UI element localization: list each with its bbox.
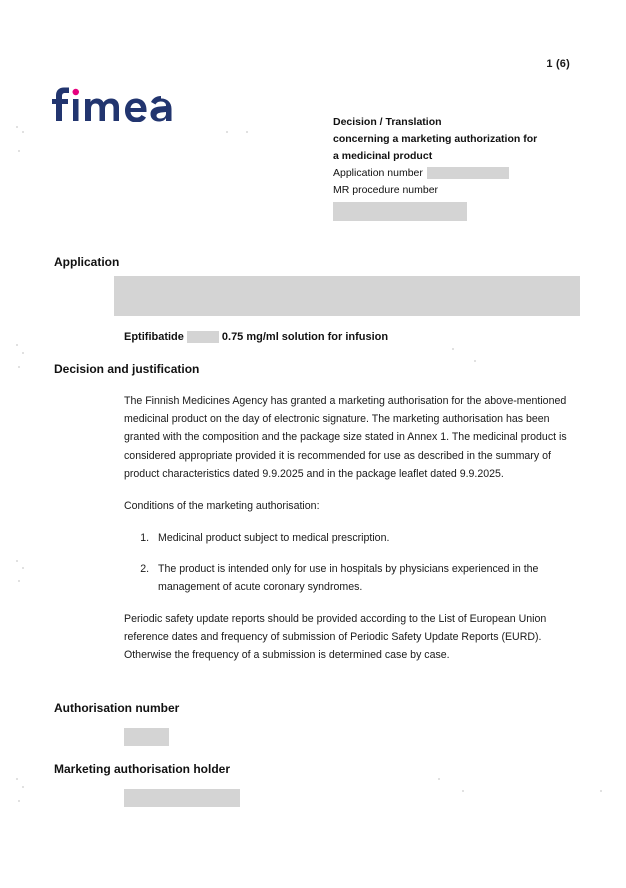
scan-speck [16, 344, 18, 346]
heading-marketing-authorisation-holder: Marketing authorisation holder [54, 762, 231, 776]
page-number: 1 (6) [546, 58, 570, 70]
application-number-label: Application number [333, 167, 423, 179]
scan-speck [246, 131, 248, 133]
scan-speck [452, 348, 454, 350]
scan-speck [22, 786, 24, 788]
list-item: 1. Medicinal product subject to medical prescription. [152, 529, 572, 547]
list-item: 2. The product is intended only for use in hospitals by physicians experienced in the management of acute coronary syndromes. [152, 560, 572, 596]
mr-procedure-redaction [333, 202, 467, 221]
scan-speck [474, 360, 476, 362]
conditions-intro: Conditions of the marketing authorisation: [124, 500, 320, 513]
product-strength-form: 0.75 mg/ml solution for infusion [221, 331, 389, 343]
scan-speck [18, 366, 20, 368]
scan-speck [22, 567, 24, 569]
scan-speck [462, 790, 464, 792]
scan-speck [18, 800, 20, 802]
product-name-line [124, 331, 388, 343]
application-number-redaction [427, 167, 509, 179]
product-name: Eptifibatide [124, 331, 184, 343]
scan-speck [16, 778, 18, 780]
decision-body [124, 392, 572, 679]
decision-paragraph-2: Periodic safety update reports should be provided according to the List of European Union reference dates and frequency of submission of Periodic Safety Update Reports (EURD). Otherwise the frequency of a submission is determined case by case. [124, 612, 547, 662]
application-redaction [114, 276, 580, 316]
fimea-logo [52, 78, 182, 122]
scan-speck [600, 790, 602, 792]
mr-procedure-row [333, 182, 578, 199]
heading-decision: Decision and justification [54, 362, 200, 376]
scan-speck [16, 126, 18, 128]
header-line-3: a medicinal product [333, 150, 433, 162]
conditions-list [124, 529, 572, 596]
marketing-authorisation-holder-redaction [124, 789, 240, 807]
header-line-2: concerning a marketing authorization for [333, 133, 538, 145]
document-header [333, 114, 578, 221]
scan-speck [16, 560, 18, 562]
heading-authorisation-number: Authorisation number [54, 701, 180, 715]
authorisation-number-redaction [124, 728, 169, 746]
scan-speck [226, 131, 228, 133]
product-name-redaction [187, 331, 219, 343]
application-number-row [333, 165, 578, 182]
scan-speck [18, 150, 20, 152]
heading-application: Application [54, 255, 120, 269]
mr-procedure-label: MR procedure number [333, 184, 439, 196]
scan-speck [22, 131, 24, 133]
header-line-1: Decision / Translation [333, 116, 442, 128]
scan-speck [438, 778, 440, 780]
scan-speck [22, 352, 24, 354]
decision-paragraph-1: The Finnish Medicines Agency has granted a marketing authorisation for the above-mentioned medicinal product on the day of electronic signature. The marketing authorisation has been granted with the composition and the package size stated in Annex 1. The medicinal product is considered appropriate provided it is recommended for use as described in the summary of product characteristics dated 9.9.2025 and in the package leaflet dated 9.9.2025. [124, 395, 567, 480]
scan-speck [18, 580, 20, 582]
